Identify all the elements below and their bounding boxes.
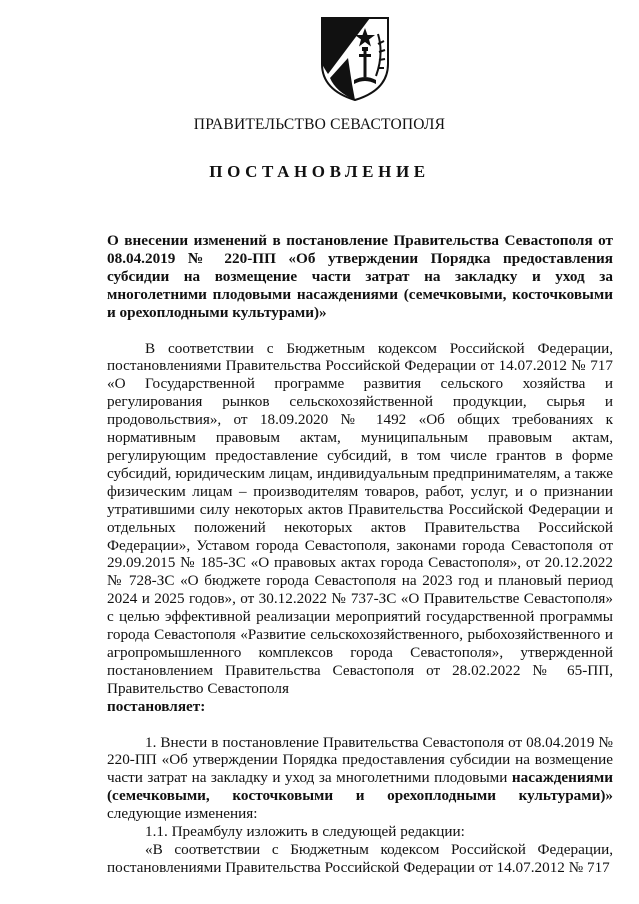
preamble-paragraph [107,340,613,716]
organization-name: ПРАВИТЕЛЬСТВО СЕВАСТОПОЛЯ [193,116,446,133]
document-body [107,232,613,877]
item-1-text-bold: насаждениями (семечковыми, косточковыми и орехоплодными культурами)» [107,769,613,805]
resolves-word: постановляет: [107,697,206,715]
item-1-text-start: 1. Внести в постановление Правительства Севастополя от 08.04.2019 № 220-ПП «Об утверждении Порядка предоставления субсидии на возмещение части затрат на закладку и уход за многолетними плодовыми [107,733,613,787]
item-1-paragraph [107,734,613,824]
item-1-text-end: следующие изменения: [107,805,258,823]
preamble-text: В соответствии с Бюджетным кодексом Российской Федерации, постановлениями Правительства Российской Федерации от 14.07.2012 № 717 «О Государственной программе развития сельского хозяйства и регулирования рынков сельскохозяйственной продукции, сырья и продовольствия», от 18.09.2020 № 1492 «Об общих требованиях к нормативным правовым актам, муниципальным правовым актам, регулирующим предоставление субсидий, в том числе грантов в форме субсидий, юридическим лицам, индивидуальным предпринимателям, а также физическим лицам – производителям товаров, работ, услуг, и о признании утратившими силу некоторых актов Правительства Российской Федерации и отдельных положений некоторых актов Правительства Российской Федерации», Уставом города Севастополя, законами города Севастополя от 29.09.2015 № 185-ЗС «О правовых актах города Севастополя», от 20.12.2022 № 728-ЗС «О бюджете города Севастополя на 2023 год и плановый период 2024 и 2025 годов», от 30.12.2022 № 737-ЗС «О Правительстве Севастополя» с целью эффективной реализации мероприятий государственной программы города Севастополя «Развитие сельскохозяйственного, рыбохозяйственного и агропромышленного комплексов города Севастополя», утвержденной постановлением Правительства Севастополя от 28.02.2022 № 65-ПП, Правительство Севастополя [107,339,613,697]
document-type-heading: ПОСТАНОВЛЕНИЕ [209,162,430,181]
document-title: О внесении изменений в постановление Правительства Севастополя от 08.04.2019 № 220-ПП «Об утверждении Порядка предоставления субсидии на возмещение части затрат на закладку и уход за многолетними плодовыми насаждениями (семечковыми, косточковыми и орехоплодными культурами)» [107,232,613,321]
quoted-preamble-paragraph: «В соответствии с Бюджетным кодексом Российской Федерации, постановлениями Правительства Российской Федерации от 14.07.2012 № 717 [107,841,613,876]
sevastopol-coat-of-arms-icon [318,14,392,102]
item-1-1-paragraph: 1.1. Преамбулу изложить в следующей редакции: [145,823,465,841]
